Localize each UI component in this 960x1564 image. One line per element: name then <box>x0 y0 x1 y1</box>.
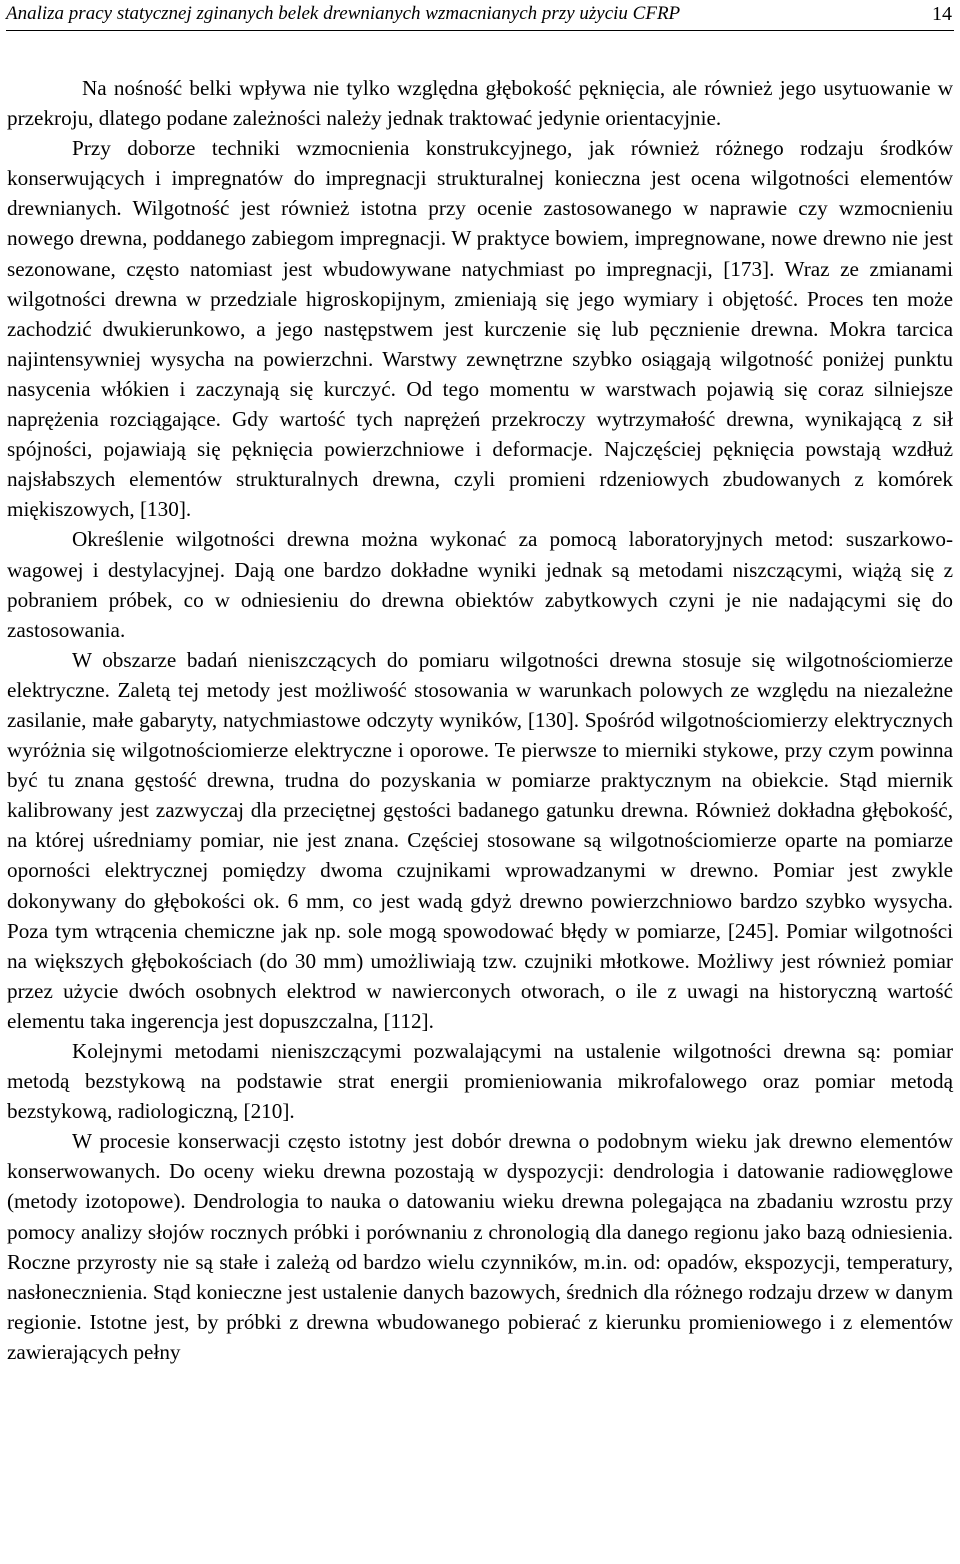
paragraph-load-capacity: Na nośność belki wpływa nie tylko względna głębokość pęknięcia, ale również jego usytuowanie w przekroju, dlatego podane zależności należy jednak traktować jedynie orientacyjnie. <box>7 76 953 131</box>
page-number: 14 <box>932 3 952 25</box>
document-body <box>7 73 953 1367</box>
paragraph-moisture-assessment: Przy doborze techniki wzmocnienia konstrukcyjnego, jak również różnego rodzaju środków konserwujących i impregnatów do impregnacji strukturalnej konieczna jest ocena wilgotności elementów drewnianych. Wilgotność jest również istotna przy ocenie zastosowanego w naprawie czy wzmocnieniu nowego drewna, poddanego zabiegom impregnacji. W praktyce bowiem, impregnowane, nowe drewno nie jest sezonowane, często natomiast jest wbudowywane natychmiast po impregnacji, [173]. Wraz ze zmianami wilgotności drewna w przedziale higroskopijnym, zmieniają się jego wymiary i objętość. Proces ten może zachodzić dwukierunkowo, a jego następstwem jest kurczenie się lub pęcznienie drewna. Mokra tarcica najintensywniej wysycha na powierzchni. Warstwy zewnętrzne szybko osiągają wilgotność poniżej punktu nasycenia włókien i zaczynają się kurczyć. Od tego momentu w warstwach pojawią się coraz silniejsze naprężenia rozciągające. Gdy wartość tych naprężeń przekroczy wytrzymałość drewna, wynikającą z sił spójności, pojawiają się pęknięcia powierzchniowe i deformacje. Najczęściej pęknięcia powstają wzdłuż najsłabszych elementów strukturalnych drewna, czyli promieni rdzeniowych zbudowanych z komórek miękiszowych, [130]. <box>7 136 953 522</box>
paragraph-laboratory-methods: Określenie wilgotności drewna można wykonać za pomocą laboratoryjnych metod: suszarkowo-wagowej i destylacyjnej. Dają one bardzo dokładne wyniki jednak są metodami niszczącymi, wiążą się z pobraniem próbek, co w odniesieniu do drewna obiektów zabytkowych czyni je nie nadającymi się do zastosowania. <box>7 527 953 642</box>
paragraph-contactless-methods: Kolejnymi metodami nieniszczącymi pozwalającymi na ustalenie wilgotności drewna są: pomiar metodą bezstykową na podstawie strat energii promieniowania mikrofalowego oraz pomiar metodą bezstykową, radiologiczną, [210]. <box>7 1039 953 1124</box>
paragraph-wood-dating: W procesie konserwacji często istotny jest dobór drewna o podobnym wieku jak drewno elementów konserwowanych. Do oceny wieku drewna pozostają w dyspozycji: dendrologia i datowanie radiowęglowe (metody izotopowe). Dendrologia to nauka o datowaniu wieku drewna polegająca na zbadaniu wzrostu przy pomocy analizy słojów rocznych próbki i porównaniu z chronologią dla danego regionu jako bazą odniesienia. Roczne przyrosty nie są stałe i zależą od bardzo wielu czynników, m.in. od: opadów, ekspozycji, temperatury, nasłonecznienia. Stąd konieczne jest ustalenie danych bazowych, średnich dla różnego rodzaju drzew w danym regionie. Istotne jest, by próbki z drewna wbudowanego pobierać z kierunku promieniowego i z elementów zawierających pełny <box>7 1129 953 1364</box>
running-title: Analiza pracy statycznej zginanych belek drewnianych wzmacnianych przy użyciu CFRP <box>6 3 681 24</box>
page-header <box>6 0 954 31</box>
paragraph-nondestructive-meters: W obszarze badań nieniszczących do pomiaru wilgotności drewna stosuje się wilgotnościomierze elektryczne. Zaletą tej metody jest możliwość stosowania w warunkach polowych ze względu na niezależne zasilanie, małe gabaryty, natychmiastowe odczyty wyników, [130]. Spośród wilgotnościomierzy elektrycznych wyróżnia się wilgotnościomierze elektryczne i oporowe. Te pierwsze to mierniki stykowe, przy czym powinna być tu znana gęstość drewna, trudna do pozyskania w pomiarze praktycznym na obiekcie. Stąd miernik kalibrowany jest zazwyczaj dla przeciętnej gęstości badanego gatunku drewna. Również dokładna głębokość, na której uśredniamy pomiar, nie jest znana. Częściej stosowane są wilgotnościomierze oparte na pomiarze oporności elektrycznej pomiędzy dwoma czujnikami wprowadzanymi w drewno. Pomiar jest zwykle dokonywany do głębokości ok. 6 mm, co jest wadą gdyż drewno powierzchniowo bardzo szybko wysycha. Poza tym wtrącenia chemiczne jak np. sole mogą spowodować błędy w pomiarze, [245]. Pomiar wilgotności na większych głębokościach (do 30 mm) umożliwiają tzw. czujniki młotkowe. Możliwy jest również pomiar przez użycie dwóch osobnych elektrod w nawierconych otworach, o ile z uwagi na historyczną wartość elementu taka ingerencja jest dopuszczalna, [112]. <box>7 647 953 1033</box>
